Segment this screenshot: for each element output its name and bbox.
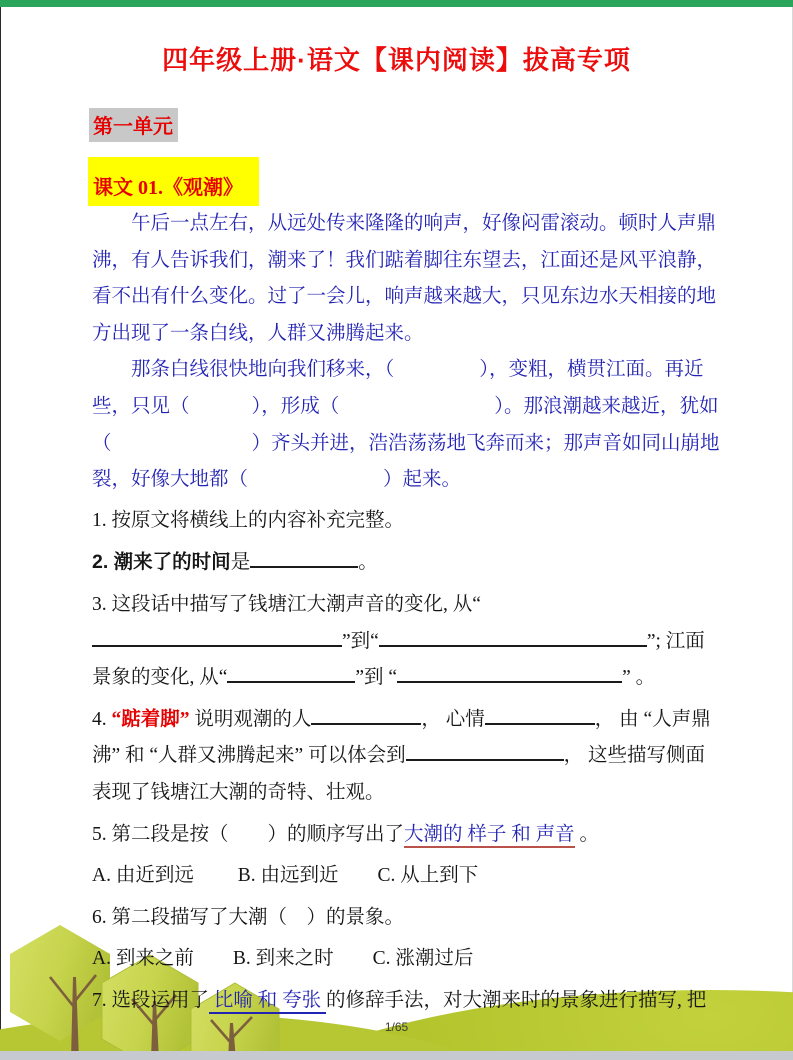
unit-header: 第一单元: [89, 108, 178, 142]
answer-blank: [406, 739, 564, 761]
text-segment: ”到 “: [355, 667, 398, 689]
answer-blank: [250, 546, 358, 568]
text-segment: 5. 第二段是按（ ）的顺序写出了: [92, 823, 405, 845]
text-segment: 是: [230, 552, 251, 574]
text-segment: ， 心情: [421, 708, 485, 730]
text-segment: 那条白线很快地向我们移来，（: [131, 359, 395, 381]
text-segment: 。: [574, 823, 600, 845]
answer-blank: [311, 702, 421, 724]
content-area: [92, 206, 722, 1024]
text-segment: ”; 江面景象的变化, 从“: [92, 630, 705, 689]
question-1: 1. 按原文将横线上的内容补充完整。: [92, 509, 405, 531]
text-segment: 说明观潮的人: [189, 708, 312, 730]
answer-blank: [397, 661, 622, 683]
text-segment: 3. 这段话中描写了钱塘江大潮声音的变化, 从“: [92, 593, 481, 615]
question-5-answer: 大潮的 样子 和 声音: [404, 824, 575, 848]
page-title: 四年级上册·语文【课内阅读】拔高专项: [162, 45, 631, 75]
question-5: [92, 817, 722, 854]
question-6-options: A. 到来之前 B. 到来之时 C. 涨潮过后: [92, 948, 474, 970]
text-segment: ），形成（: [251, 395, 340, 417]
text-segment: ）。那浪潮越来越近，犹如（: [92, 395, 719, 454]
question-2: [92, 544, 722, 582]
question-6: 6. 第二段描写了大潮（ ）的景象。: [92, 906, 405, 928]
text-segment: ）起来。: [383, 469, 462, 491]
text-segment: ），变粗，横贯江面。再近些，只见（: [92, 359, 704, 417]
text-segment: 7. 选段运用了: [92, 989, 210, 1011]
page-number: 1/65: [384, 1020, 409, 1034]
answer-blank: [379, 624, 647, 646]
question-5-options: A. 由近到远 B. 由远到近 C. 从上到下: [92, 865, 479, 887]
answer-blank: [485, 702, 595, 724]
text-segment: 。: [358, 552, 378, 574]
text-segment: ）齐头并进，浩浩荡荡地飞奔而来；那声音如同山崩地裂，好像大地都（: [92, 432, 720, 491]
text-segment: ， 这些描写侧面表现了钱塘江大潮的奇特、壮观。: [92, 745, 705, 803]
question-4: [92, 702, 722, 812]
question-3: [92, 587, 722, 697]
passage-paragraph-1: 午后一点左右，从远处传来隆隆的响声，好像闷雷滚动。顿时人声鼎沸，有人告诉我们，潮来了！我们踮着脚往东望去，江面还是风平浪静，看不出有什么变化。过了一会儿，响声越来越大，只见东边水天相接的地方出现了一条白线，人群又沸腾起来。: [92, 213, 717, 344]
bottom-gray-bar: [0, 1051, 793, 1060]
question-4-highlight: “踮着脚”: [111, 708, 190, 730]
lesson-header: 课文 01.《观潮》: [88, 157, 259, 206]
top-green-bar: [0, 0, 793, 7]
text-segment: ， 由 “人声鼎沸” 和 “人群又沸腾起来” 可以体会到: [92, 708, 711, 767]
answer-blank: [227, 661, 355, 683]
question-7: [92, 983, 722, 1020]
text-segment: 4.: [92, 708, 112, 730]
text-segment: 的修辞手法，对大潮来时的景象进行描写, 把: [326, 989, 707, 1011]
text-segment: ”到“: [342, 630, 379, 652]
answer-blank: [92, 624, 342, 646]
passage-paragraph-2: [92, 352, 722, 498]
text-segment: ” 。: [622, 667, 656, 689]
question-2-bold: 2. 潮来了的时间: [92, 551, 231, 574]
question-7-answer: 比喻 和 夸张: [209, 990, 326, 1014]
